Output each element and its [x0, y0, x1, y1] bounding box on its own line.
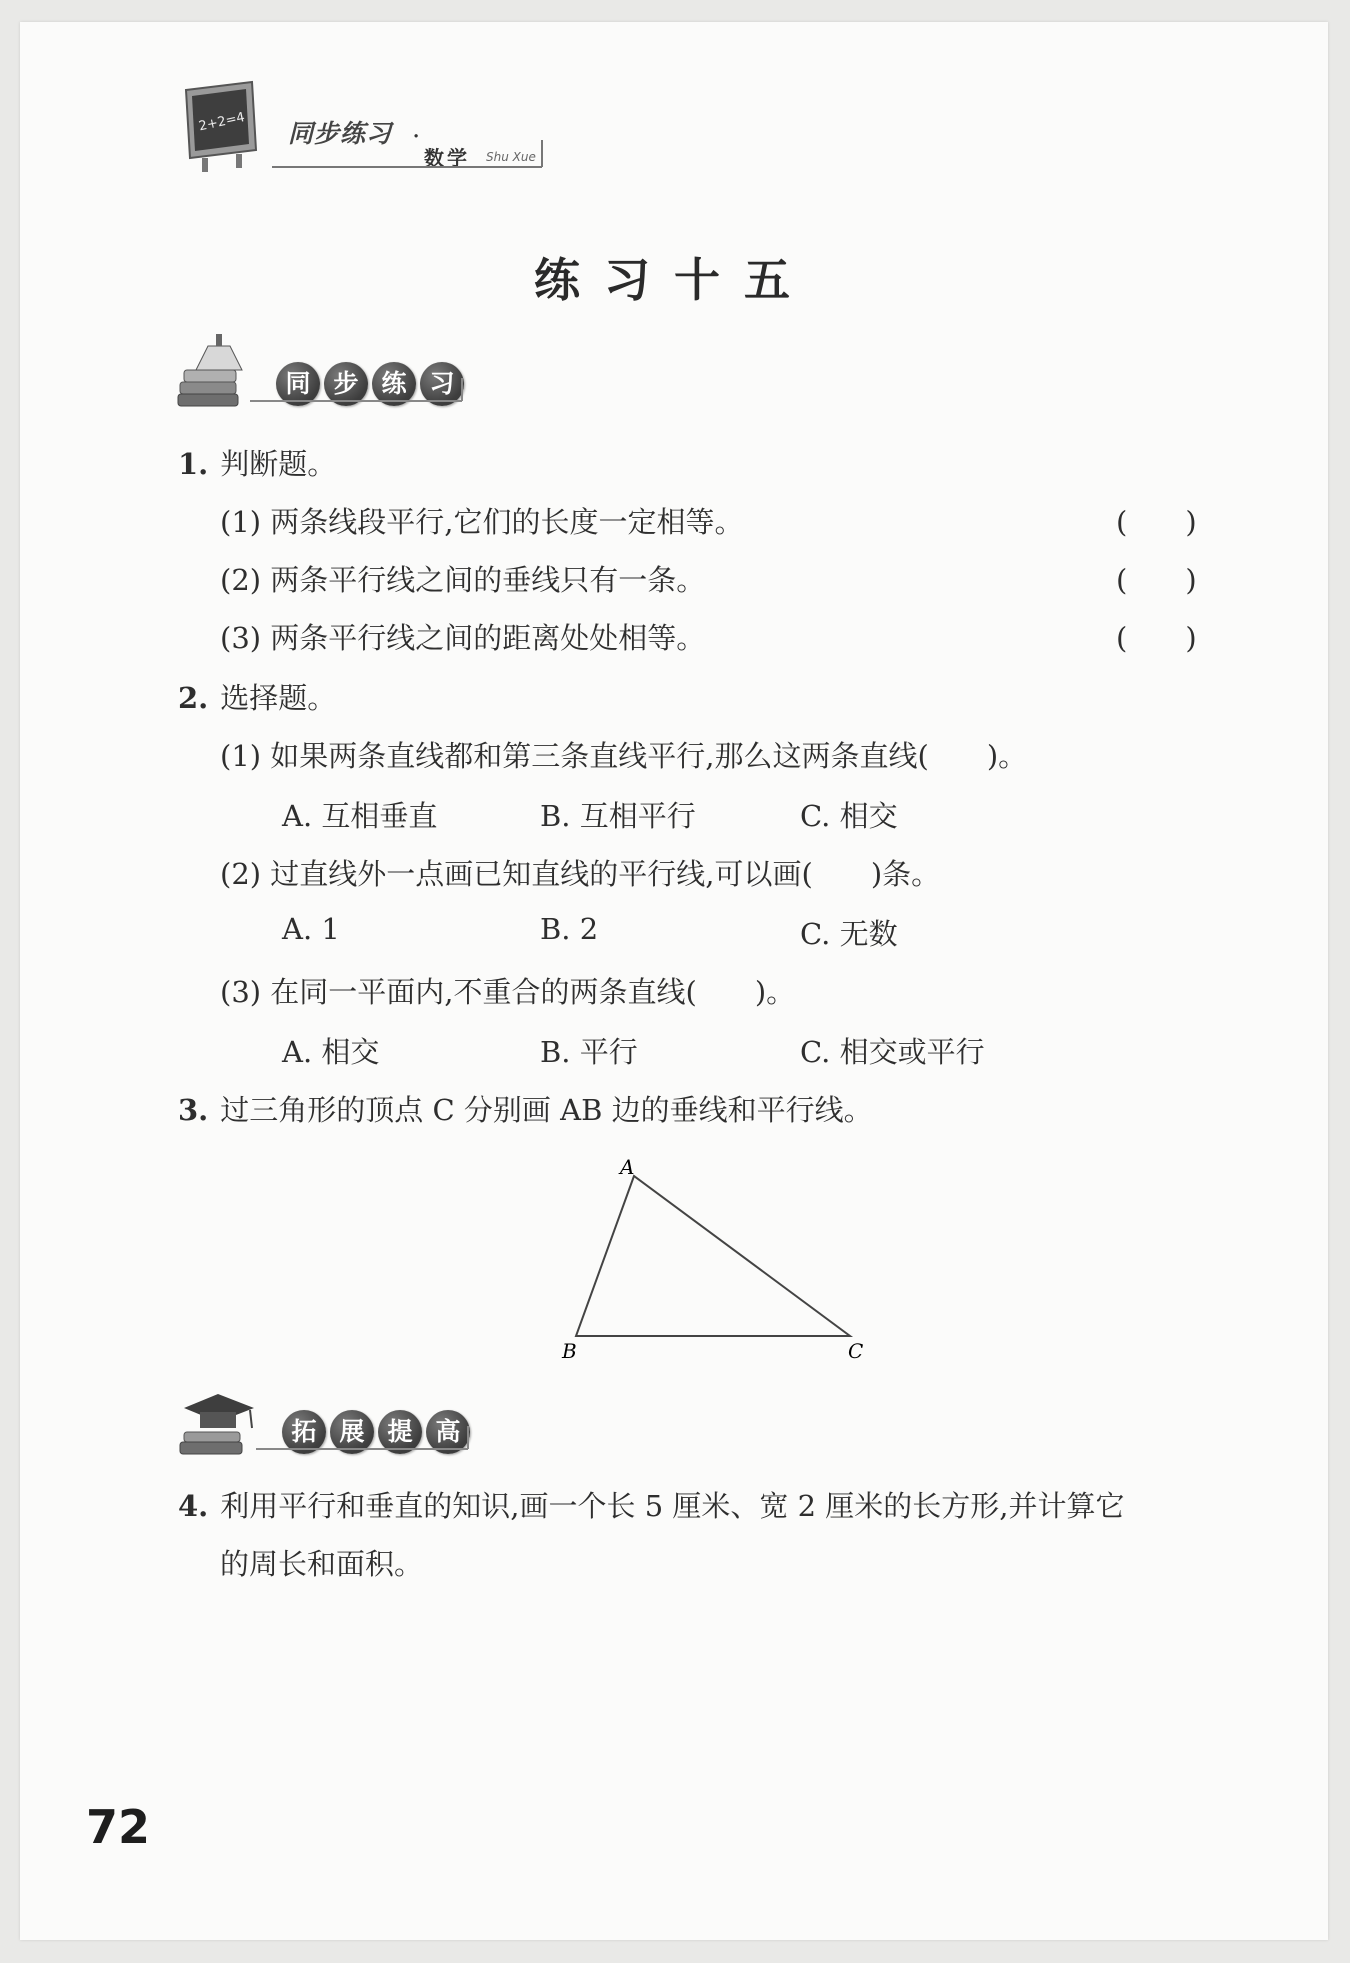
header-dot: ·	[412, 122, 421, 152]
vertex-label-c: C	[848, 1339, 864, 1363]
answer-blank-1[interactable]: ( )	[1116, 505, 1197, 539]
triangle-abc	[576, 1176, 850, 1336]
question-number: 3.	[178, 1093, 209, 1127]
choice-item-3: (3) 在同一平面内,不重合的两条直线( )。	[220, 975, 796, 1009]
option-b[interactable]: B. 平行	[540, 1035, 638, 1069]
badge-zhan: 展	[330, 1410, 374, 1454]
answer-blank-3[interactable]: ( )	[1116, 621, 1197, 655]
subject-label: 数学	[424, 146, 470, 170]
section-rule-end	[461, 378, 463, 401]
answer-blank-2[interactable]: ( )	[1116, 563, 1197, 597]
badge-ti: 提	[378, 1410, 422, 1454]
badge-tong: 同	[276, 362, 320, 406]
vertex-label-b: B	[562, 1339, 577, 1363]
question-text: 过三角形的顶点 C 分别画 AB 边的垂线和平行线。	[220, 1093, 873, 1127]
question-1	[178, 442, 336, 483]
badge-xi: 习	[420, 362, 464, 406]
question-number: 1.	[178, 447, 209, 481]
triangle-figure	[540, 1158, 870, 1378]
question-3	[178, 1088, 873, 1129]
option-b[interactable]: B. 互相平行	[540, 799, 696, 833]
books-lamp-icon	[174, 332, 260, 412]
option-c[interactable]: C. 无数	[800, 917, 898, 951]
option-c[interactable]: C. 相交或平行	[800, 1035, 985, 1069]
badge-tuo: 拓	[282, 1410, 326, 1454]
option-a[interactable]: A. 互相垂直	[282, 799, 438, 833]
choice-item-2: (2) 过直线外一点画已知直线的平行线,可以画( )条。	[220, 857, 941, 891]
option-a[interactable]: A. 1	[282, 912, 340, 946]
judge-item-1: (1) 两条线段平行,它们的长度一定相等。	[220, 505, 744, 539]
choice-item-1: (1) 如果两条直线都和第三条直线平行,那么这两条直线( )。	[220, 739, 1028, 773]
section-rule	[250, 400, 462, 402]
section-rule-end	[467, 1426, 469, 1449]
board-text: 2+2=4	[197, 109, 247, 135]
blackboard-icon	[182, 80, 260, 174]
badge-bu: 步	[324, 362, 368, 406]
question-text-line2: 的周长和面积。	[220, 1547, 424, 1581]
judge-item-2: (2) 两条平行线之间的垂线只有一条。	[220, 563, 706, 597]
section-rule	[256, 1448, 468, 1450]
badge-gao: 高	[426, 1410, 470, 1454]
page-title: 练习十五	[534, 253, 814, 307]
badge-lian: 练	[372, 362, 416, 406]
judge-item-3: (3) 两条平行线之间的距离处处相等。	[220, 621, 706, 655]
option-b[interactable]: B. 2	[540, 912, 599, 946]
vertex-label-a: A	[620, 1158, 635, 1179]
series-title: 同步练习	[288, 119, 393, 148]
question-2	[178, 676, 336, 717]
option-a[interactable]: A. 相交	[282, 1035, 380, 1069]
question-text-line1: 利用平行和垂直的知识,画一个长 5 厘米、宽 2 厘米的长方形,并计算它	[220, 1489, 1125, 1523]
header-rule-end	[541, 140, 543, 167]
grad-cap-books-icon	[178, 1380, 264, 1460]
question-number: 2.	[178, 681, 209, 715]
subject-pinyin: Shu Xue	[486, 150, 536, 164]
workbook-page	[20, 22, 1328, 1940]
question-text: 判断题。	[220, 447, 337, 481]
question-4	[178, 1484, 1125, 1525]
option-c[interactable]: C. 相交	[800, 799, 898, 833]
page-number: 72	[86, 1800, 151, 1854]
question-number: 4.	[178, 1489, 209, 1523]
question-text: 选择题。	[220, 681, 337, 715]
header-rule	[272, 166, 542, 168]
